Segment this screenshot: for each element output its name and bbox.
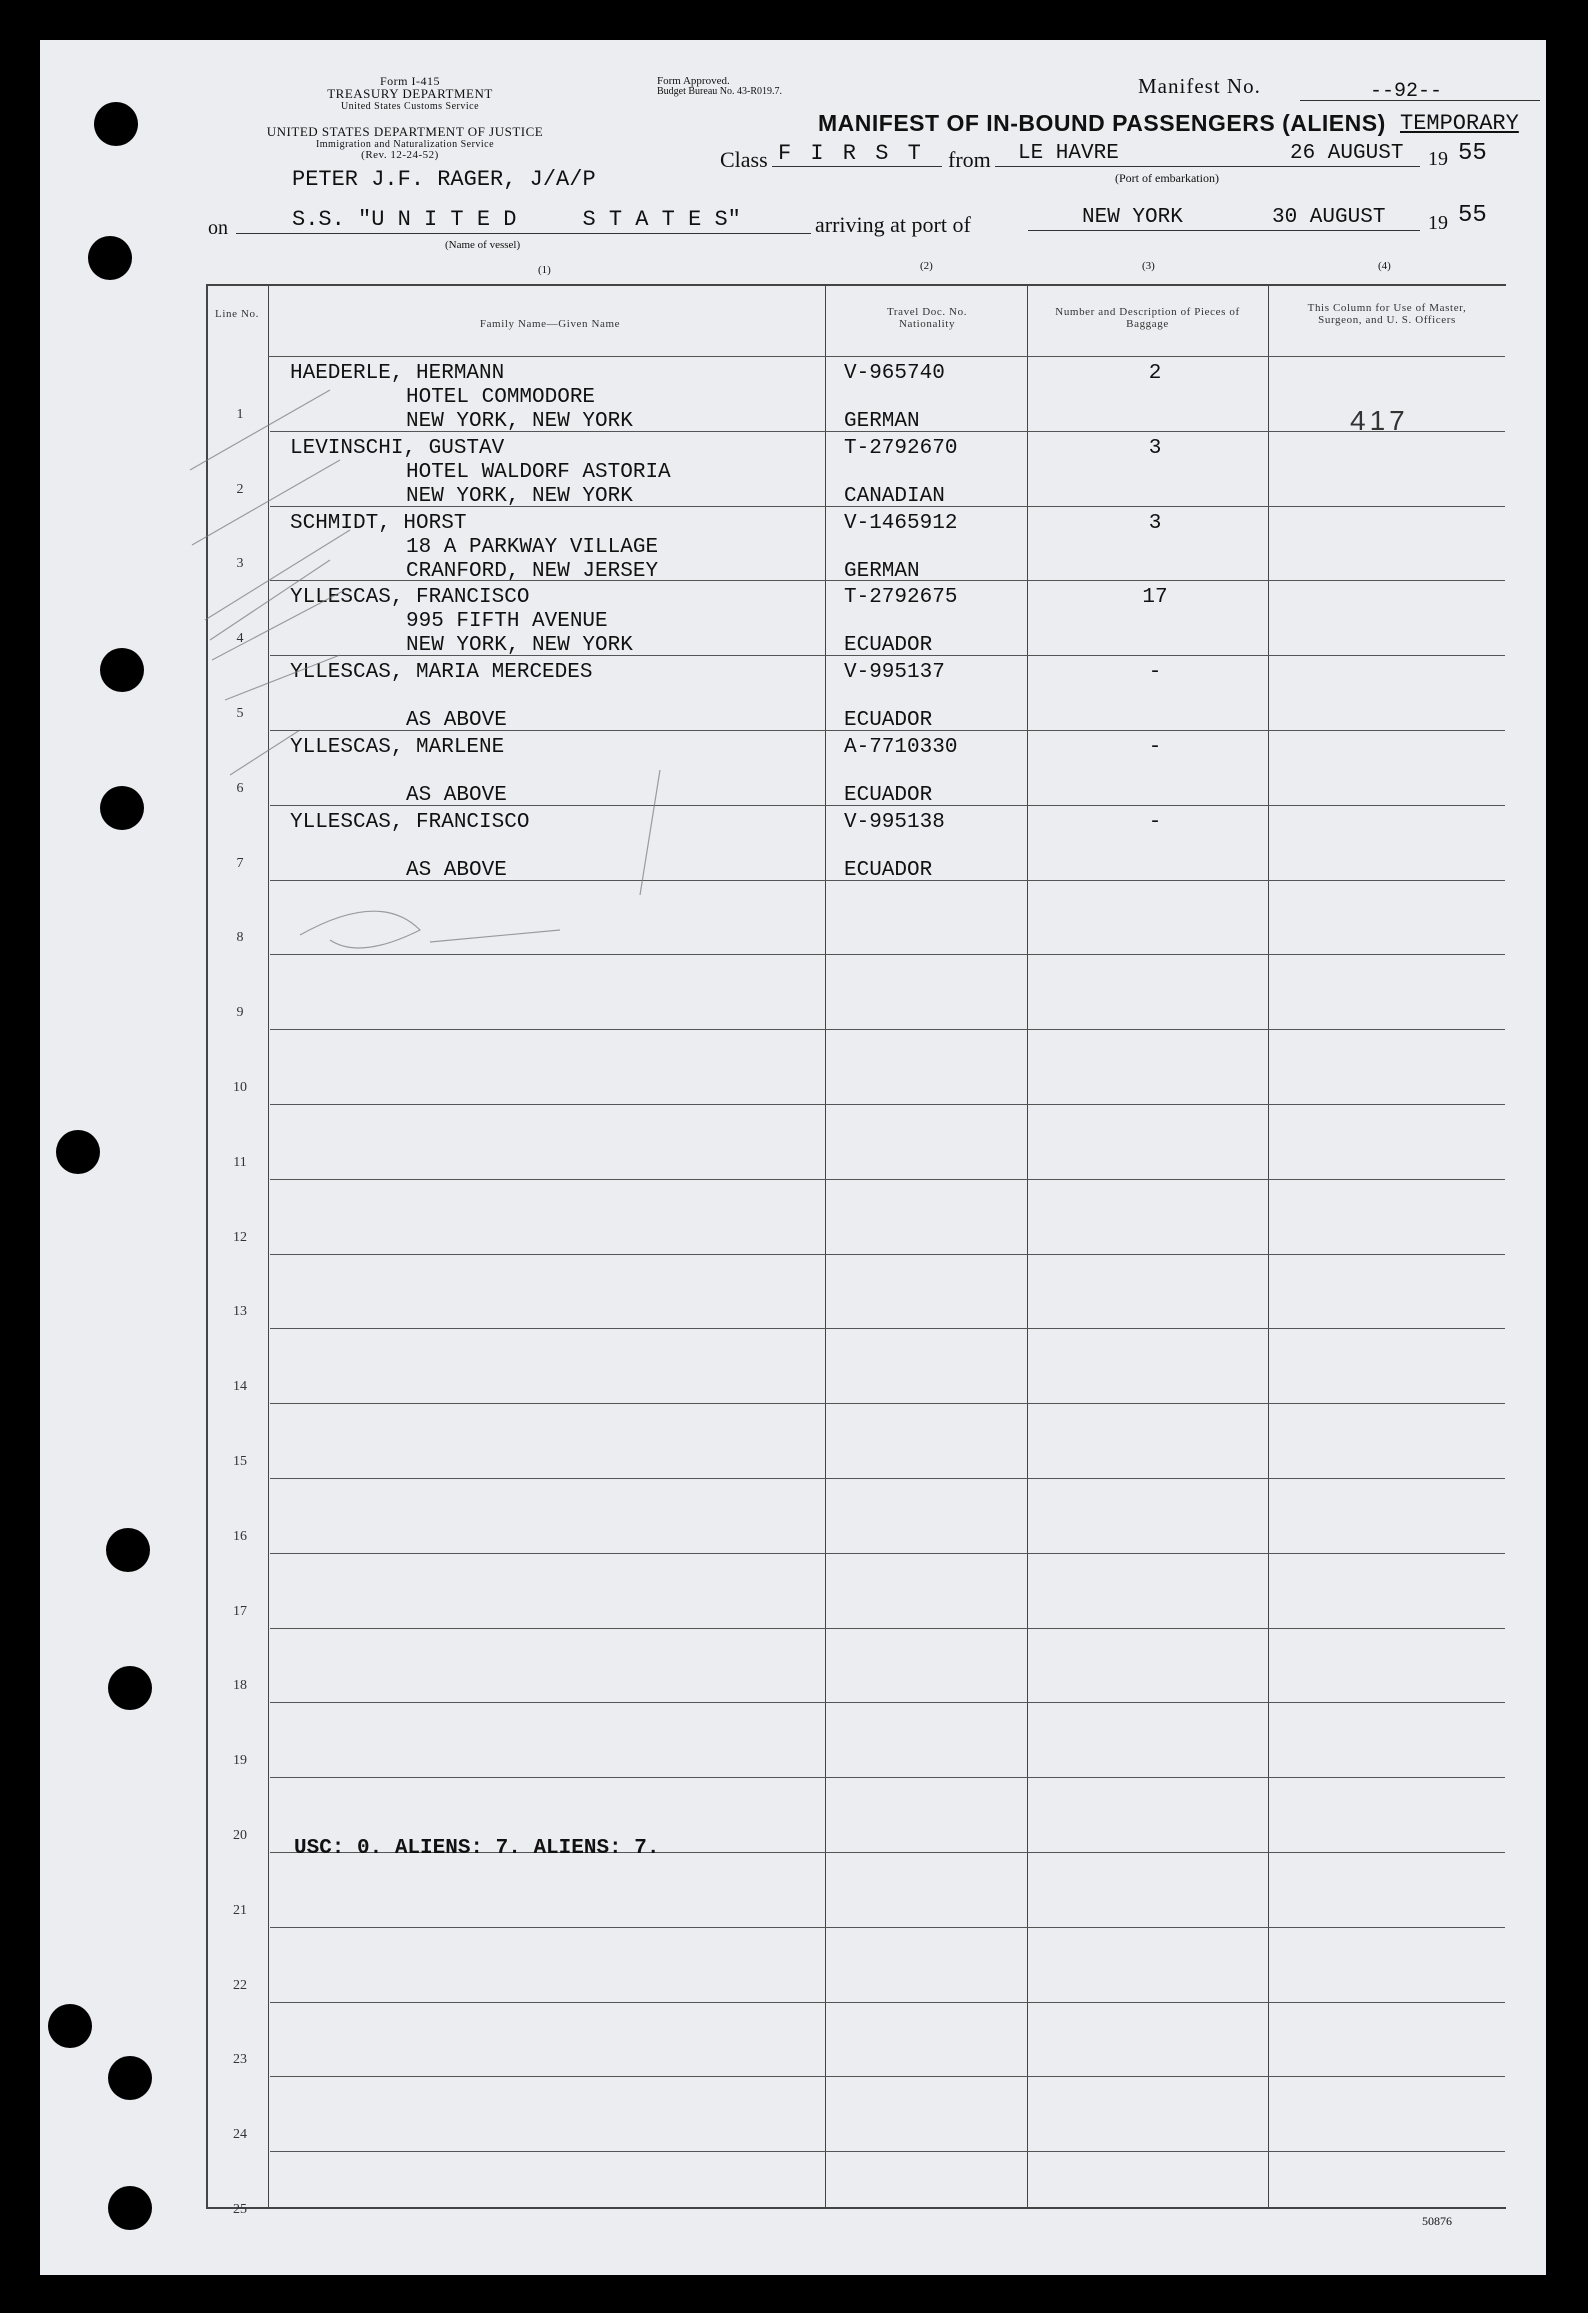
col-num-1: (1) <box>538 264 551 276</box>
punch-hole <box>106 1528 150 1572</box>
manifest-no-value: --92-- <box>1370 80 1443 103</box>
line-number: 10 <box>233 1080 247 1095</box>
line-number: 1 <box>236 407 244 422</box>
line-number: 7 <box>236 856 244 871</box>
line-number: 9 <box>236 1005 244 1020</box>
travel-doc-number: V-995138 <box>844 810 945 834</box>
officer-note: 417 <box>1350 405 1409 436</box>
nationality: GERMAN <box>844 410 920 433</box>
line-number: 17 <box>233 1604 247 1619</box>
col-head-name: Family Name—Given Name <box>479 318 621 330</box>
line-number: 22 <box>233 1978 247 1993</box>
passenger-address-1: 995 FIFTH AVENUE <box>406 610 608 634</box>
line-number: 15 <box>233 1454 247 1469</box>
col-divider-baggage <box>1268 284 1269 2208</box>
col-divider-doc <box>1027 284 1028 2208</box>
manifest-no-label: Manifest No. <box>1138 74 1261 98</box>
vessel-line <box>236 233 811 234</box>
line-number: 19 <box>233 1753 247 1768</box>
line-number: 21 <box>233 1903 247 1918</box>
row-line <box>270 1403 1505 1404</box>
nationality: ECUADOR <box>844 858 933 882</box>
table-left-border <box>206 284 208 2208</box>
passenger-name: YLLESCAS, FRANCISCO <box>290 586 530 610</box>
passenger-address-2: NEW YORK, NEW YORK <box>406 484 633 508</box>
row-line <box>270 1328 1505 1329</box>
col-divider-name <box>825 284 826 2208</box>
from-label: from <box>948 147 991 172</box>
arrival-date: 30 AUGUST <box>1272 206 1386 229</box>
passenger-address-2: CRANFORD, NEW JERSEY <box>406 559 659 583</box>
col-head-officers: This Column for Use of Master, Surgeon, and U. S. Officers <box>1307 302 1467 326</box>
line-number: 5 <box>236 706 244 721</box>
line-number: 20 <box>233 1828 247 1843</box>
line-number: 16 <box>233 1529 247 1544</box>
travel-doc-number: V-995137 <box>844 661 945 685</box>
row-line <box>270 1029 1505 1030</box>
row-line <box>270 1628 1505 1629</box>
nationality: ECUADOR <box>844 634 933 658</box>
punch-hole <box>100 648 144 692</box>
col-num-4: (4) <box>1378 260 1391 272</box>
passenger-address-1: HOTEL WALDORF ASTORIA <box>406 460 671 484</box>
passenger-name: HAEDERLE, HERMANN <box>290 362 505 385</box>
travel-doc-number: V-965740 <box>844 362 945 385</box>
passenger-address-2: AS ABOVE <box>406 784 507 807</box>
travel-doc-number: T-2792670 <box>844 436 958 460</box>
line-number: 25 <box>233 2202 247 2217</box>
punch-hole <box>108 1666 152 1710</box>
line-number: 11 <box>233 1155 247 1170</box>
punch-hole <box>56 1130 100 1174</box>
header-separator <box>268 356 1505 357</box>
nationality: ECUADOR <box>844 784 933 807</box>
line-number: 18 <box>233 1678 247 1693</box>
line-number: 4 <box>236 631 244 646</box>
travel-doc-number: T-2792675 <box>844 586 958 610</box>
punch-hole <box>108 2186 152 2230</box>
departure-year-prefix: 19 <box>1428 148 1448 170</box>
from-line <box>995 166 1420 167</box>
punch-hole <box>100 786 144 830</box>
baggage-count: 3 <box>1148 511 1162 535</box>
line-number: 2 <box>236 482 244 497</box>
manifest-summary: USC: 0. ALIENS: 7. ALIENS: 7. <box>294 1837 660 1860</box>
arriving-label: arriving at port of <box>815 212 971 237</box>
arrival-year-prefix: 19 <box>1428 212 1448 234</box>
line-number: 8 <box>236 930 244 945</box>
class-label: Class <box>720 147 768 172</box>
departure-date: 26 AUGUST <box>1290 142 1404 165</box>
baggage-count: 2 <box>1148 362 1162 385</box>
col-head-travel-doc: Travel Doc. No. Nationality <box>886 306 968 330</box>
table-bottom-border <box>206 2207 1506 2209</box>
col-num-3: (3) <box>1142 260 1155 272</box>
baggage-count: - <box>1148 736 1162 759</box>
row-line <box>270 954 1505 955</box>
row-line <box>270 1179 1505 1180</box>
class-line <box>772 166 942 167</box>
arrival-port: NEW YORK <box>1082 206 1183 229</box>
manifest-title: MANIFEST OF IN-BOUND PASSENGERS (ALIENS) <box>818 110 1386 136</box>
class-value: F I R S T <box>778 141 924 166</box>
ins-service: Immigration and Naturalization Service <box>315 139 495 150</box>
treasury-dept: TREASURY DEPARTMENT <box>327 86 493 101</box>
col-divider-line <box>268 284 269 2208</box>
travel-doc-number: V-1465912 <box>844 511 958 535</box>
row-line <box>270 2002 1505 2003</box>
on-label: on <box>208 217 228 239</box>
port-caption: (Port of embarkation) <box>1115 171 1219 185</box>
line-number: 12 <box>233 1230 247 1245</box>
line-number: 13 <box>233 1304 247 1319</box>
manifest-no-line <box>1300 100 1540 101</box>
table-top-border <box>206 284 1506 286</box>
col-head-line-no: Line No. <box>215 308 259 320</box>
justice-dept: UNITED STATES DEPARTMENT OF JUSTICE <box>266 124 544 139</box>
row-line <box>270 1104 1505 1105</box>
baggage-count: 17 <box>1142 586 1168 610</box>
form-number: Form I-415 <box>380 74 440 88</box>
line-number: 3 <box>236 556 244 571</box>
nationality: ECUADOR <box>844 709 933 733</box>
row-line <box>270 1254 1505 1255</box>
passenger-name: LEVINSCHI, GUSTAV <box>290 436 505 460</box>
line-number: 6 <box>236 781 244 796</box>
manifest-sheet <box>40 40 1546 2275</box>
line-number: 24 <box>233 2127 247 2142</box>
passenger-address-2: NEW YORK, NEW YORK <box>406 634 633 658</box>
punch-hole <box>48 2004 92 2048</box>
approval-line2: Budget Bureau No. 43-R019.7. <box>657 86 782 97</box>
temporary-stamp: TEMPORARY <box>1400 111 1519 136</box>
customs-service: United States Customs Service <box>340 101 480 112</box>
vessel-caption: (Name of vessel) <box>445 239 521 251</box>
passenger-address-2: NEW YORK, NEW YORK <box>406 410 633 433</box>
row-line <box>270 1777 1505 1778</box>
passenger-address-2: AS ABOVE <box>406 709 507 733</box>
col-num-2: (2) <box>920 260 933 272</box>
row-line <box>270 1553 1505 1554</box>
passenger-name: YLLESCAS, MARIA MERCEDES <box>290 661 593 685</box>
passenger-name: SCHMIDT, HORST <box>290 511 467 535</box>
baggage-count: - <box>1148 661 1162 685</box>
arrival-line <box>1028 230 1420 231</box>
baggage-count: - <box>1148 810 1162 834</box>
passenger-address-2: AS ABOVE <box>406 858 507 882</box>
port-embarkation: LE HAVRE <box>1018 142 1119 165</box>
boarding-officer: PETER J.F. RAGER, J/A/P <box>292 167 596 192</box>
col-head-baggage: Number and Description of Pieces of Baggage <box>1055 306 1240 330</box>
approval-line1: Form Approved. <box>657 75 730 87</box>
row-line <box>270 2151 1505 2152</box>
travel-doc-number: A-7710330 <box>844 736 958 759</box>
vessel-name: S.S. "U N I T E D S T A T E S" <box>292 207 741 232</box>
row-line <box>270 1927 1505 1928</box>
nationality: GERMAN <box>844 559 920 583</box>
footer-code: 50876 <box>1422 2214 1452 2228</box>
passenger-name: YLLESCAS, FRANCISCO <box>290 810 530 834</box>
passenger-address-1: HOTEL COMMODORE <box>406 386 596 409</box>
punch-hole <box>94 102 138 146</box>
line-number: 23 <box>233 2052 247 2067</box>
arrival-year-suffix: 55 <box>1458 202 1487 229</box>
row-line <box>270 1702 1505 1703</box>
passenger-address-1: 18 A PARKWAY VILLAGE <box>406 535 659 559</box>
row-line <box>270 2076 1505 2077</box>
punch-hole <box>88 236 132 280</box>
departure-year-suffix: 55 <box>1458 140 1487 167</box>
nationality: CANADIAN <box>844 484 945 508</box>
line-number: 14 <box>233 1379 247 1394</box>
revision: (Rev. 12-24-52) <box>361 149 439 161</box>
passenger-name: YLLESCAS, MARLENE <box>290 736 505 759</box>
baggage-count: 3 <box>1148 436 1162 460</box>
punch-hole <box>108 2056 152 2100</box>
row-line <box>270 1478 1505 1479</box>
